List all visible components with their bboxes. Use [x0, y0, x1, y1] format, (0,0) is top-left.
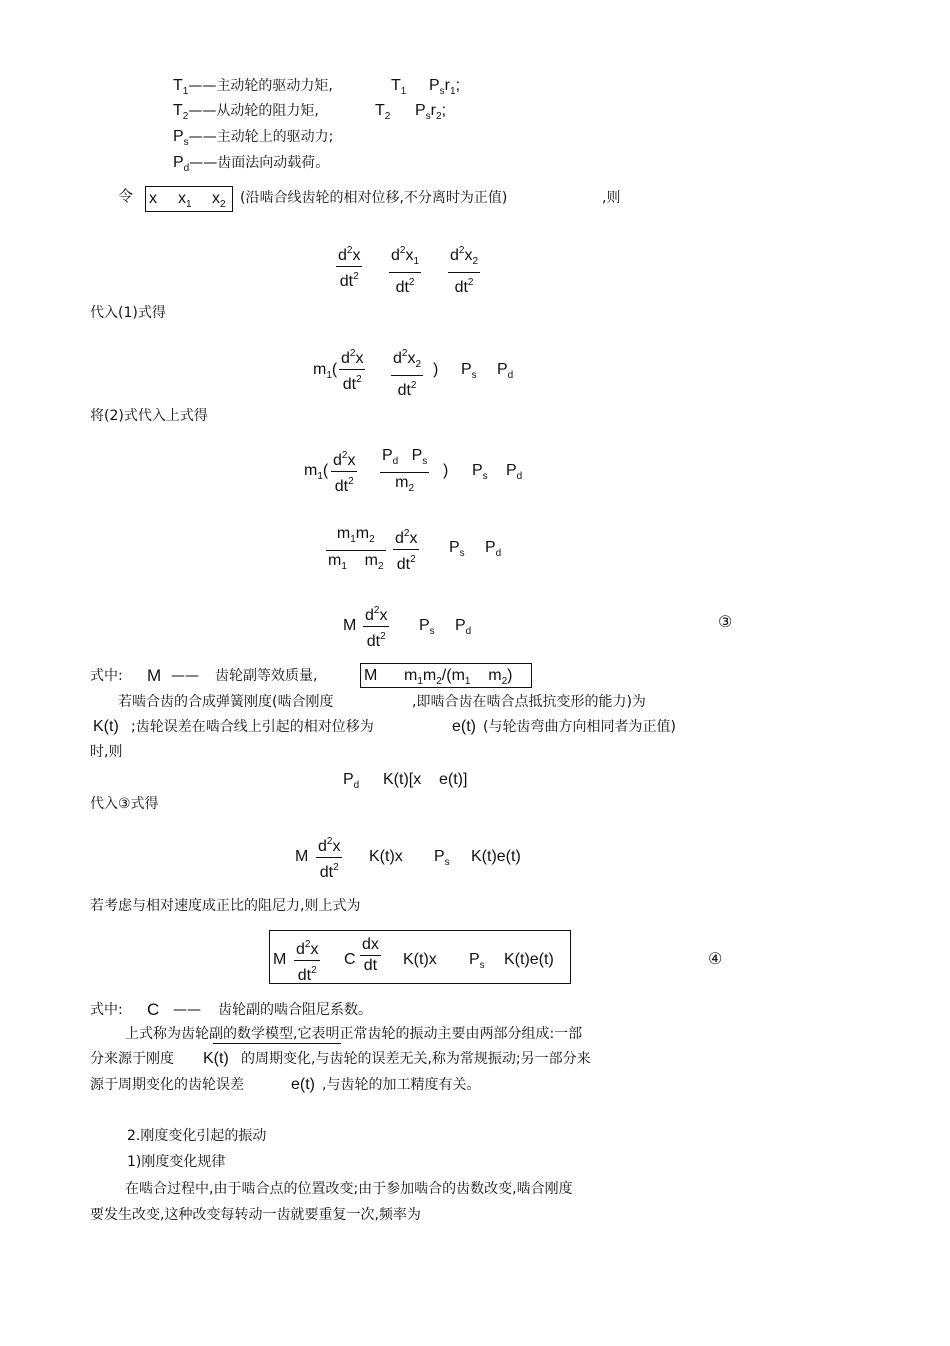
box-m1m2: $m_1m_2/(m_1$ $m_2$) [404, 667, 513, 687]
section-para-line1: 在啮合过程中,由于啮合点的位置改变;由于参加啮合的齿数改变,啮合刚度 [125, 1181, 573, 1197]
damping-text: 若考虑与相对速度成正比的阻尼力,则上式为 [90, 898, 361, 914]
where-C-symbol: C [147, 1000, 160, 1019]
eq-m1b-pd: $P_d$ [506, 462, 523, 482]
def-pd: $P_d——$齿面法向动载荷。 [173, 154, 330, 174]
frac-d2x: $d^2x$ $dt^2$ [338, 245, 361, 290]
where-C-dash: —— [173, 1002, 201, 1018]
box-x1: $x_1$ [178, 190, 192, 210]
eq-m1b-frac1: $d^2x$ $dt^2$ [333, 450, 356, 495]
eq-m1b-frac2: $P_d$ $P_s$ $m_2$ [382, 447, 428, 494]
def-t1: $T_1——$主动轮的驱动力矩, [173, 77, 333, 97]
model-line3b: ,与齿轮的加工精度有关。 [322, 1077, 481, 1093]
eq-m1-close: ) [433, 361, 439, 378]
eq3-M: M [343, 617, 357, 634]
where-C-text: 齿轮副的啮合阻尼系数。 [218, 1002, 372, 1018]
let-then: ,则 [602, 190, 621, 206]
eq-pd-lhs: $P_d$ [343, 771, 360, 791]
box-M: M [364, 667, 378, 684]
section-heading: 2.刚度变化引起的振动 [127, 1128, 267, 1144]
eq4-velocity-frac: dx dt [362, 936, 379, 974]
model-kt: K(t) [203, 1050, 229, 1067]
let-word: 令 [118, 187, 134, 205]
stiffness-kt: K(t) [93, 718, 119, 735]
eq-motion-M: M [295, 848, 309, 865]
frac-d2x1: $d^2x_1$ $dt^2$ [391, 245, 420, 296]
eq3-ps: $P_s$ [419, 617, 435, 637]
eq-m1-lhs: $m_1$( [313, 361, 338, 381]
box-x: x [149, 190, 157, 207]
def-t2-rhs: $P_sr_2$; [415, 102, 447, 122]
eq3-label: ③ [718, 614, 733, 631]
stiffness-line2b: (与轮齿弯曲方向相同者为正值) [483, 719, 676, 735]
def-t1-rhs: $P_sr_1$; [429, 77, 461, 97]
model-line3a: 源于周期变化的齿轮误差 [90, 1077, 244, 1093]
where-M-dash: —— [171, 668, 199, 684]
eq-reduced-accel-frac: $d^2x$ $dt^2$ [395, 528, 418, 573]
where-C-prefix: 式中: [90, 1002, 123, 1018]
eq-m1-pd: $P_d$ [497, 361, 514, 381]
eq-motion-ps: $P_s$ [434, 848, 450, 868]
eq-motion-accel-frac: $d^2x$ $dt^2$ [318, 836, 341, 881]
eq-reduced-mass-frac: $m_1m_2$ $m_1$ $m_2$ [328, 525, 384, 572]
eq4-M: M [273, 951, 287, 968]
eq4-C: C [344, 951, 356, 968]
eq-m1-frac2: $d^2x_2$ $dt^2$ [393, 348, 422, 399]
def-t2-eq: $T_2$ [375, 102, 391, 122]
def-t2: $T_2——$从动轮的阻力矩, [173, 102, 319, 122]
eq4-ke: K(t)e(t) [504, 951, 554, 968]
eq-m1b-lhs: $m_1$( [304, 462, 329, 482]
eq-m1-ps: $P_s$ [461, 361, 477, 381]
eq4-label: ④ [708, 951, 723, 968]
stiffness-line3: 时,则 [90, 744, 123, 760]
eq-m1b-close: ) [443, 462, 449, 479]
eq-m1-frac1: $d^2x$ $dt^2$ [341, 348, 364, 393]
eq-pd-rhs: K(t)[x e(t)] [383, 771, 468, 788]
eq3-accel-frac: $d^2x$ $dt^2$ [365, 605, 388, 650]
box-x2: $x_2$ [212, 190, 226, 210]
def-t1-eq: $T_1$ [391, 77, 407, 97]
eq-motion-kx: K(t)x [369, 848, 403, 865]
stiffness-line1: 若啮合齿的合成弹簧刚度(啮合刚度 [118, 694, 334, 710]
substitute-3-text: 代入③式得 [90, 796, 159, 812]
frac-d2x2: $d^2x_2$ $dt^2$ [450, 245, 479, 296]
let-note: (沿啮合线齿轮的相对位移,不分离时为正值) [240, 190, 508, 206]
subsection-heading: 1)刚度变化规律 [127, 1154, 226, 1170]
model-underline [213, 1043, 341, 1044]
eq-reduced-pd: $P_d$ [485, 539, 502, 559]
eq4-accel-frac: $d^2x$ $dt^2$ [296, 939, 319, 984]
substitute-2-text: 将(2)式代入上式得 [90, 408, 208, 424]
eq-m1b-ps: $P_s$ [472, 462, 488, 482]
where-M-prefix: 式中: [90, 668, 123, 684]
eq3-pd: $P_d$ [455, 617, 472, 637]
model-line2a: 分来源于刚度 [90, 1051, 174, 1067]
eq4-ps: $P_s$ [469, 951, 485, 971]
model-line2b: 的周期变化,与齿轮的误差无关,称为常规振动;另一部分来 [241, 1051, 591, 1067]
model-et: e(t) [291, 1076, 315, 1093]
where-M-symbol: M [147, 666, 162, 685]
model-line1: 上式称为齿轮副的数学模型,它表明正常齿轮的振动主要由两部分组成:一部 [125, 1026, 583, 1042]
stiffness-et: e(t) [452, 718, 476, 735]
stiffness-line1b: ,即啮合齿在啮合点抵抗变形的能力)为 [412, 694, 646, 710]
substitute-1-text: 代入(1)式得 [90, 305, 166, 321]
eq-motion-ke: K(t)e(t) [471, 848, 521, 865]
section-para-line2: 要发生改变,这种改变每转动一齿就要重复一次,频率为 [90, 1207, 421, 1223]
where-M-text: 齿轮副等效质量, [215, 668, 318, 684]
def-ps: $P_s——$主动轮上的驱动力; [173, 128, 334, 148]
eq4-kx: K(t)x [403, 951, 437, 968]
eq-reduced-ps: $P_s$ [449, 539, 465, 559]
stiffness-line2a: ;齿轮误差在啮合线上引起的相对位移为 [131, 719, 374, 735]
